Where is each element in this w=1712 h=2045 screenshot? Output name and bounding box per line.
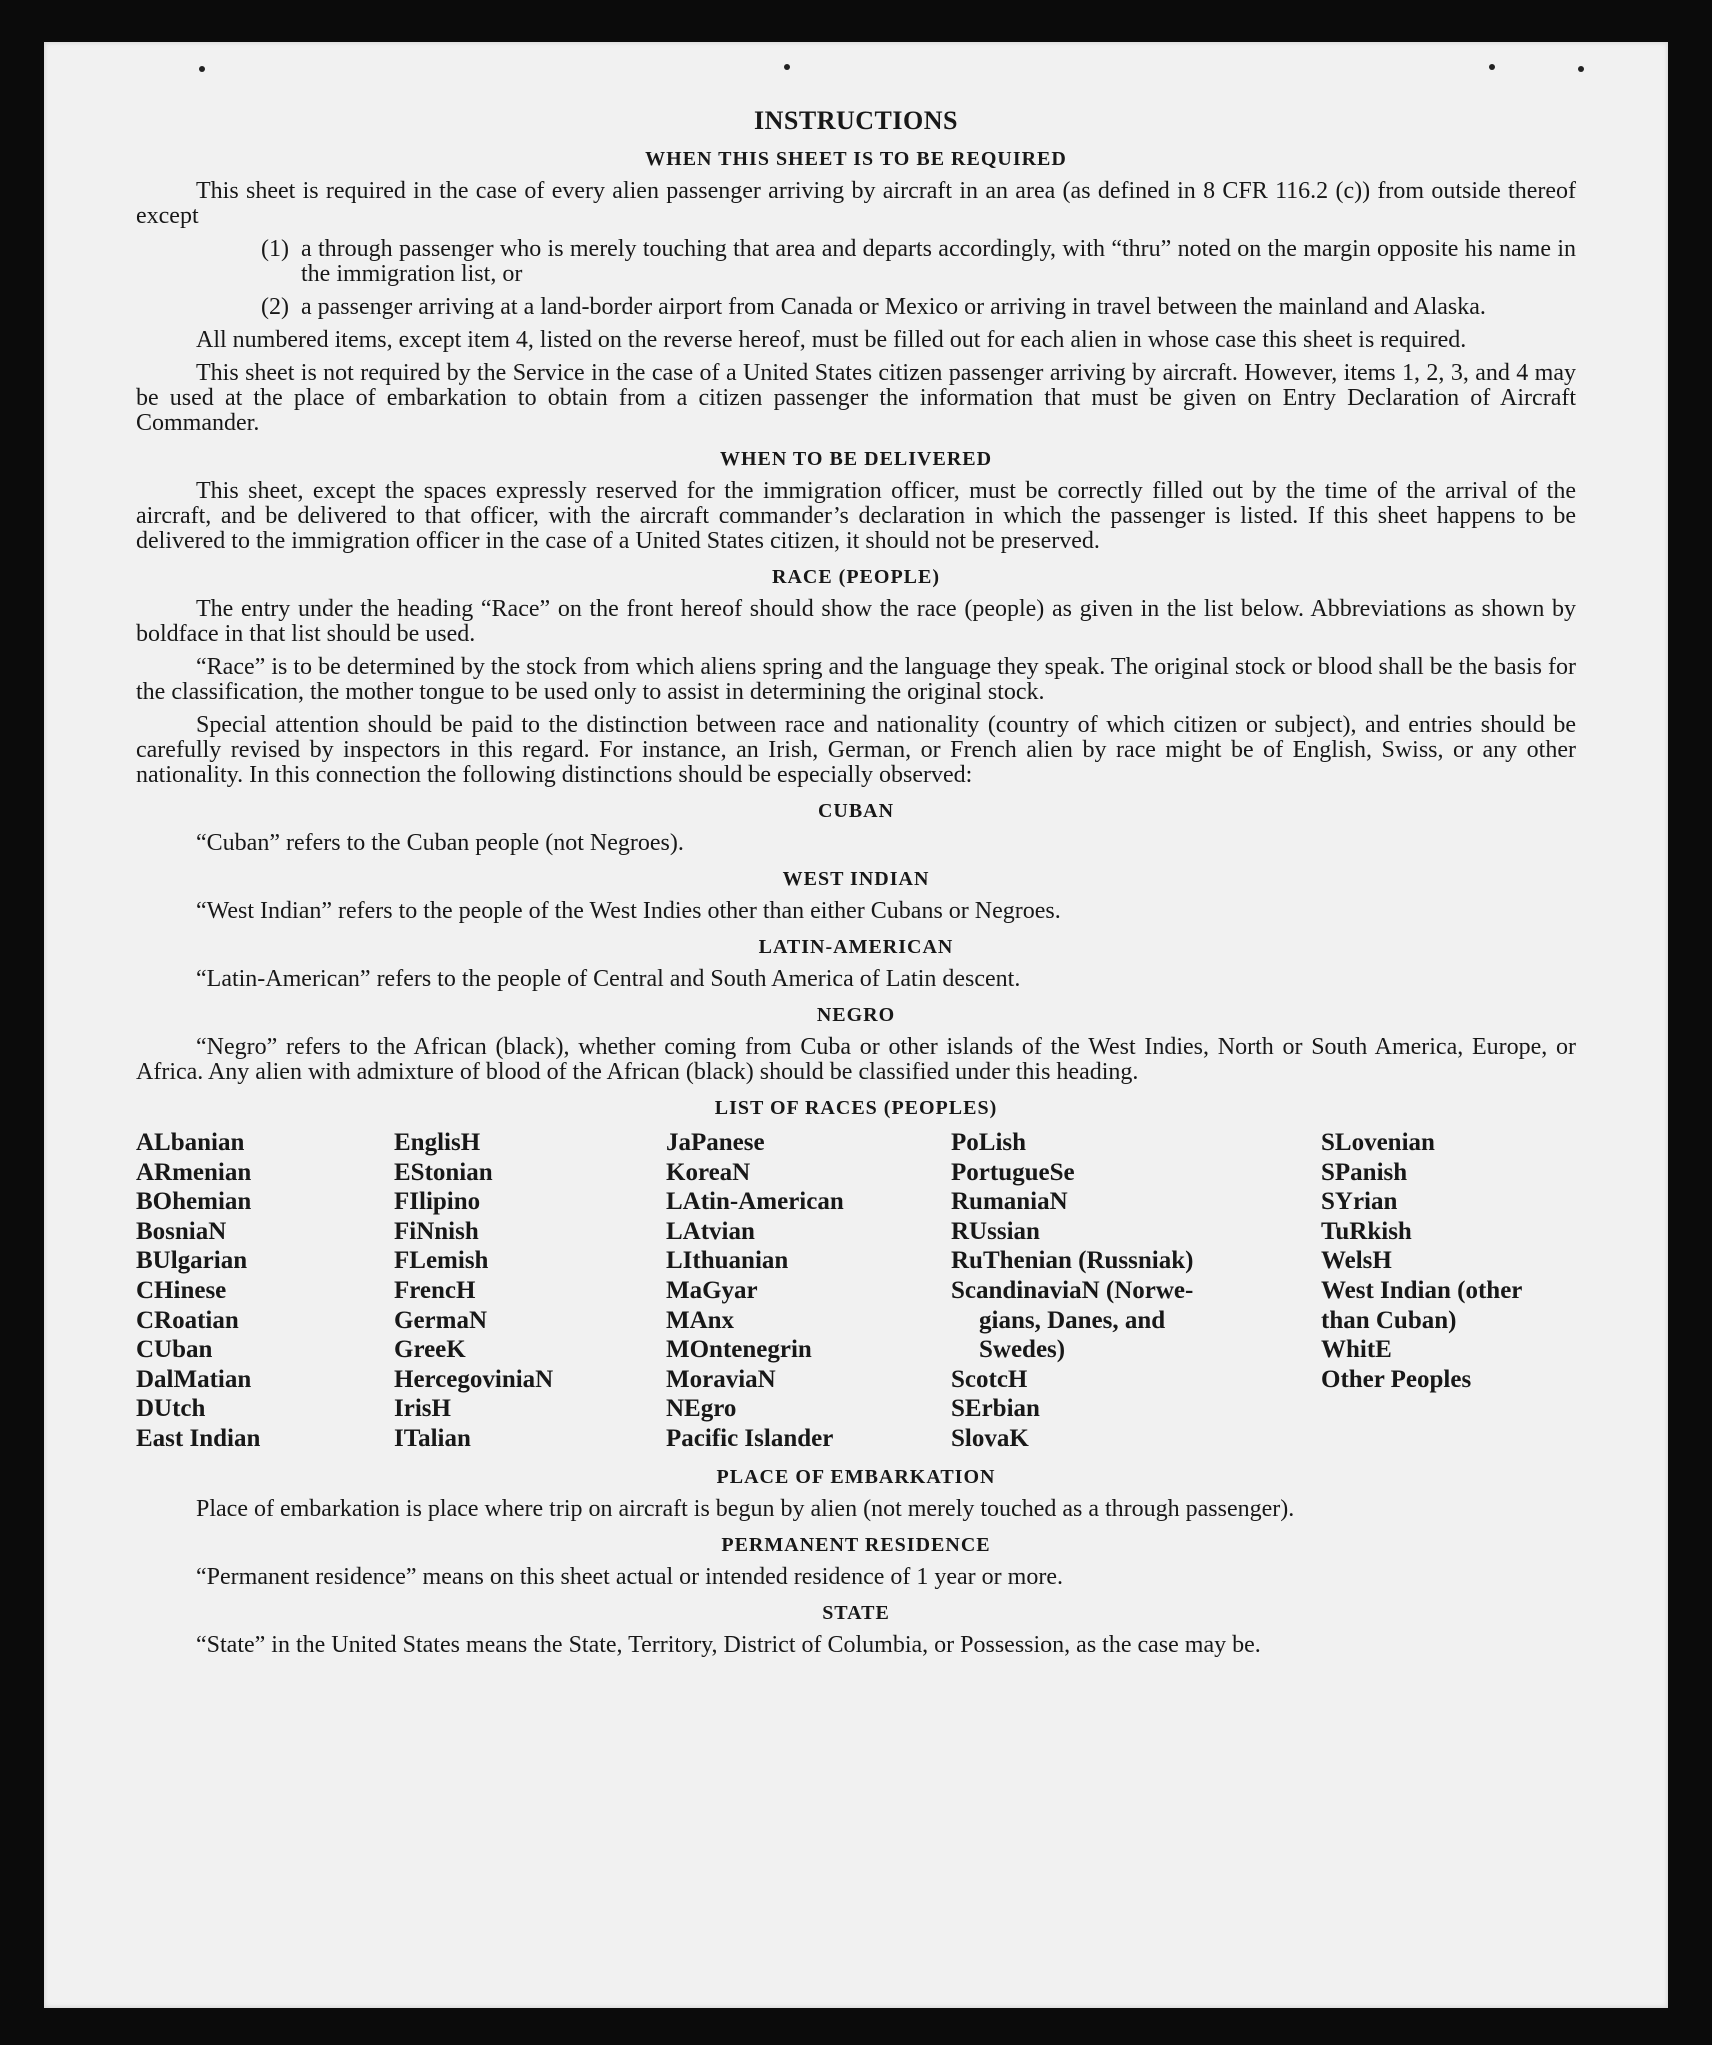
race-entry: Pacific Islander	[666, 1424, 834, 1452]
race-entry: MaGyar	[666, 1276, 758, 1304]
race-entry: EStonian	[394, 1158, 493, 1186]
race-entry: ALbanian	[136, 1129, 245, 1156]
required-para-2: All numbered items, except item 4, listed on the reverse hereof, must be filled out for each alien in whose case this sheet is required.	[196, 327, 1467, 353]
definition-text-west-indian: “West Indian” refers to the people of the West Indies other than either Cubans or Negroes.	[196, 898, 1061, 924]
race-entry: GermaN	[394, 1306, 488, 1334]
definition-heading-latin-american: LATIN-AMERICAN	[758, 936, 954, 958]
race-entry: gians, Danes, and	[979, 1306, 1166, 1334]
required-intro: This sheet is required in the case of every alien passenger arriving by aircraft in an area (as defined in 8 CFR 116.2 (c)) from outside thereof except	[136, 178, 1576, 229]
race-entry: PortugueSe	[951, 1158, 1075, 1186]
race-entry: HercegoviniaN	[394, 1365, 554, 1393]
definition-text-cuban: “Cuban” refers to the Cuban people (not Negroes).	[196, 830, 684, 856]
section-heading-residence: PERMANENT RESIDENCE	[721, 1533, 991, 1556]
race-entry: BOhemian	[136, 1188, 252, 1216]
definition-heading-west-indian: WEST INDIAN	[782, 868, 930, 890]
embarkation-text: Place of embarkation is place where trip on aircraft is begun by alien (not merely touched as a through passenger).	[196, 1495, 1295, 1522]
race-entry: EnglisH	[394, 1129, 481, 1156]
race-entry: IrisH	[394, 1395, 451, 1423]
races-column-1	[136, 1128, 394, 1454]
scan-speck	[199, 66, 205, 72]
definition-text-negro: “Negro” refers to the African (black), whether coming from Cuba or other islands of the West Indies, North or South America, Europe, or Africa. Any alien with admixture of blood of the African (black) should be classified under this heading.	[136, 1034, 1576, 1085]
race-entry: FIlipino	[394, 1188, 481, 1216]
race-entry: WhitE	[1321, 1336, 1392, 1364]
exception-item: (1) a through passenger who is merely touching that area and departs accordingly, with “thru” noted on the margin opposite his name in the immigration list, or	[261, 236, 1576, 287]
definition-text-latin-american: “Latin-American” refers to the people of Central and South America of Latin descent.	[196, 966, 1021, 992]
race-entry: West Indian (other than Cuban)	[1321, 1276, 1522, 1334]
race-entry: MoraviaN	[666, 1365, 776, 1393]
race-para-2: “Race” is to be determined by the stock from which aliens spring and the language they speak. The original stock or blood shall be the basis for the classification, the mother tongue to be used only to assist in determining the original stock.	[136, 654, 1576, 705]
race-entry: BUlgarian	[136, 1247, 248, 1275]
section-heading-delivered: WHEN TO BE DELIVERED	[719, 448, 993, 470]
race-para-3: Special attention should be paid to the distinction between race and nationality (country of which citizen or subject), and entries should be carefully revised by inspectors in this regard. For instance, an Irish, German, or French alien by race might be of English, Swiss, or any other nationality. In this connection the following distinctions should be especially observed:	[136, 712, 1576, 788]
race-entry: FiNnish	[394, 1217, 479, 1245]
race-para-1: The entry under the heading “Race” on the front hereof should show the race (people) as given in the list below. Abbreviations as shown by boldface in that list should be used.	[136, 596, 1576, 647]
race-entry: PoLish	[951, 1129, 1027, 1156]
race-entry: SErbian	[951, 1395, 1040, 1423]
delivered-text: This sheet, except the spaces expressly reserved for the immigration officer, must be correctly filled out by the time of the arrival of the aircraft, and be delivered to that officer, with the aircraft commander’s declaration in which the passenger is listed. If this sheet happens to be delivered to the immigration officer in the case of a United States citizen, it should not be preserved.	[136, 478, 1576, 554]
race-entry: Other Peoples	[1321, 1365, 1472, 1393]
exception-item: (2) a passenger arriving at a land-border airport from Canada or Mexico or arriving in travel between the mainland and Alaska.	[261, 294, 1486, 320]
races-column-2	[394, 1128, 666, 1454]
section-heading-state: STATE	[822, 1601, 890, 1624]
race-entry: CRoatian	[136, 1306, 239, 1334]
document-page	[44, 42, 1668, 2008]
race-entry: SPanish	[1321, 1158, 1408, 1186]
race-entry: ARmenian	[136, 1158, 252, 1186]
race-entry: ScandinaviaN (Norwe-	[951, 1276, 1194, 1304]
race-entry: CUban	[136, 1336, 213, 1364]
races-column-4	[951, 1128, 1321, 1454]
race-entry: NEgro	[666, 1395, 737, 1423]
required-para-3: This sheet is not required by the Service in the case of a United States citizen passenger arriving by aircraft. However, items 1, 2, 3, and 4 may be used at the place of embarkation to obtain from a citizen passenger the information that must be given on Entry Declaration of Aircraft Commander.	[136, 360, 1576, 436]
races-column-3	[666, 1128, 951, 1454]
scan-speck	[1578, 66, 1584, 72]
race-entry: FLemish	[394, 1247, 489, 1275]
race-entry: SYrian	[1321, 1188, 1398, 1216]
race-entry: TuRkish	[1321, 1217, 1412, 1245]
scan-speck	[1489, 64, 1495, 70]
section-heading-required: WHEN THIS SHEET IS TO BE REQUIRED	[645, 148, 1067, 170]
section-heading-embarkation: PLACE OF EMBARKATION	[716, 1465, 996, 1488]
definition-heading-negro: NEGRO	[816, 1004, 896, 1026]
race-entry: GreeK	[394, 1336, 466, 1364]
race-entry: MAnx	[666, 1306, 735, 1334]
race-entry: ScotcH	[951, 1365, 1028, 1393]
races-list	[136, 1128, 1576, 1454]
race-entry: MOntenegrin	[666, 1336, 812, 1364]
race-entry: LIthuanian	[666, 1247, 789, 1275]
race-entry: DalMatian	[136, 1365, 252, 1393]
residence-text: “Permanent residence” means on this sheet actual or intended residence of 1 year or more.	[196, 1563, 1063, 1590]
race-entry: RumaniaN	[951, 1188, 1068, 1216]
instructions-content	[136, 106, 1576, 1666]
race-entry: RUssian	[951, 1217, 1040, 1245]
definition-heading-cuban: CUBAN	[817, 800, 895, 822]
scan-speck	[784, 64, 790, 70]
race-entry: SLovenian	[1321, 1129, 1435, 1156]
race-entry: KoreaN	[666, 1158, 751, 1186]
race-entry: DUtch	[136, 1395, 206, 1423]
race-entry: LAtin-American	[666, 1188, 844, 1216]
races-column-5	[1321, 1128, 1576, 1454]
race-entry: East Indian	[136, 1424, 261, 1452]
race-entry: SlovaK	[951, 1424, 1029, 1452]
race-entry: FrencH	[394, 1276, 476, 1304]
race-entry: WelsH	[1321, 1247, 1392, 1275]
race-entry: CHinese	[136, 1276, 227, 1304]
race-entry: LAtvian	[666, 1217, 755, 1245]
state-text: “State” in the United States means the State, Territory, District of Columbia, or Possession, as the case may be.	[196, 1631, 1261, 1658]
section-heading-race: RACE (PEOPLE)	[772, 566, 940, 588]
race-entry: JaPanese	[666, 1129, 765, 1156]
race-entry: ITalian	[394, 1424, 471, 1452]
races-list-heading: LIST OF RACES (PEOPLES)	[714, 1097, 998, 1119]
race-entry: BosniaN	[136, 1217, 227, 1245]
race-entry: Swedes)	[979, 1336, 1066, 1364]
page-title: INSTRUCTIONS	[754, 106, 958, 135]
race-entry: RuThenian (Russniak)	[951, 1247, 1194, 1275]
